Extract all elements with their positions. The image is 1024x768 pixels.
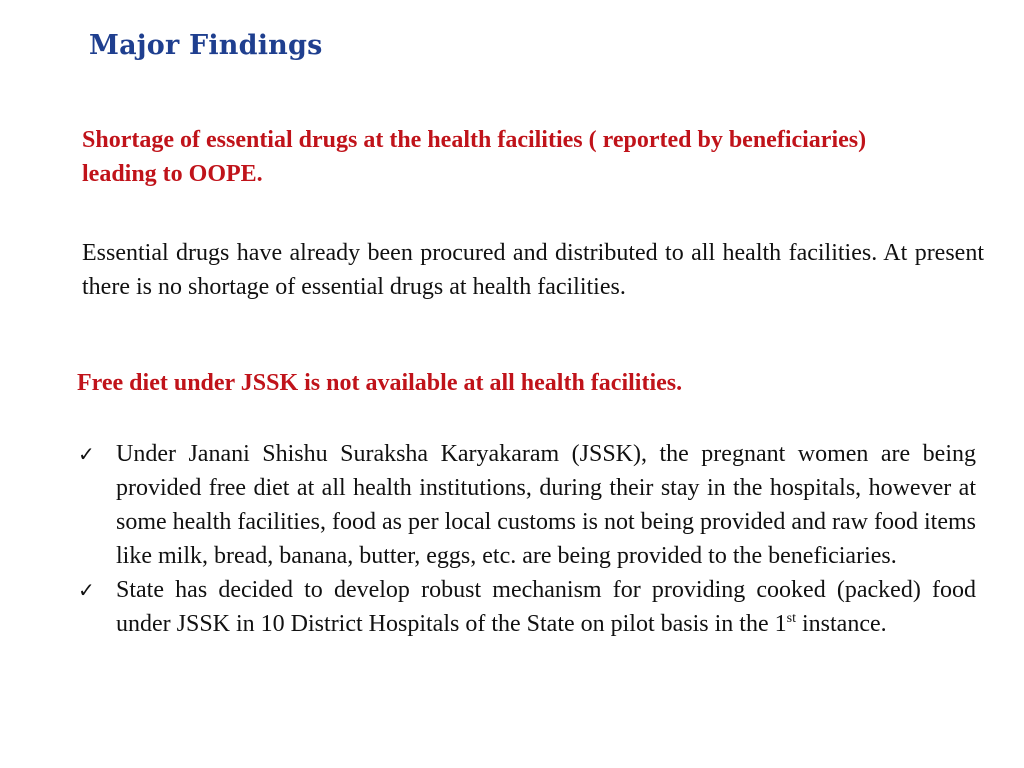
bullet-text: Under Janani Shishu Suraksha Karyakaram (JSSK), the pregnant women are being provided free diet at all health institutions, during their stay in the hospitals, however at some health facilities, food as per local customs is not being provided and raw food items like milk, bread, banana, butter, eggs, etc. are being provided to the beneficiaries. — [116, 441, 976, 569]
check-icon: ✓ — [78, 578, 95, 602]
bullet-text-end: instance. — [795, 611, 887, 637]
list-item — [76, 437, 976, 573]
slide-title: Major Findings — [89, 30, 323, 61]
ordinal-superscript: st — [786, 611, 796, 626]
bullet-text: State has decided to develop robust mechanism for providing cooked (packed) food under JSSK in 10 District Hospitals of the State on pilot basis in the 1 — [116, 577, 976, 637]
list-item — [76, 573, 976, 641]
check-icon: ✓ — [78, 442, 95, 466]
diet-bullet-list — [76, 437, 976, 641]
finding-heading-diet: Free diet under JSSK is not available at all health facilities. — [77, 370, 683, 396]
finding-body-drugs: Essential drugs have already been procured and distributed to all health facilities. At present there is no shortage of essential drugs at health facilities. — [82, 240, 984, 300]
finding-heading-drugs: Shortage of essential drugs at the health facilities ( reported by beneficiaries) leading to OOPE. — [82, 127, 867, 187]
